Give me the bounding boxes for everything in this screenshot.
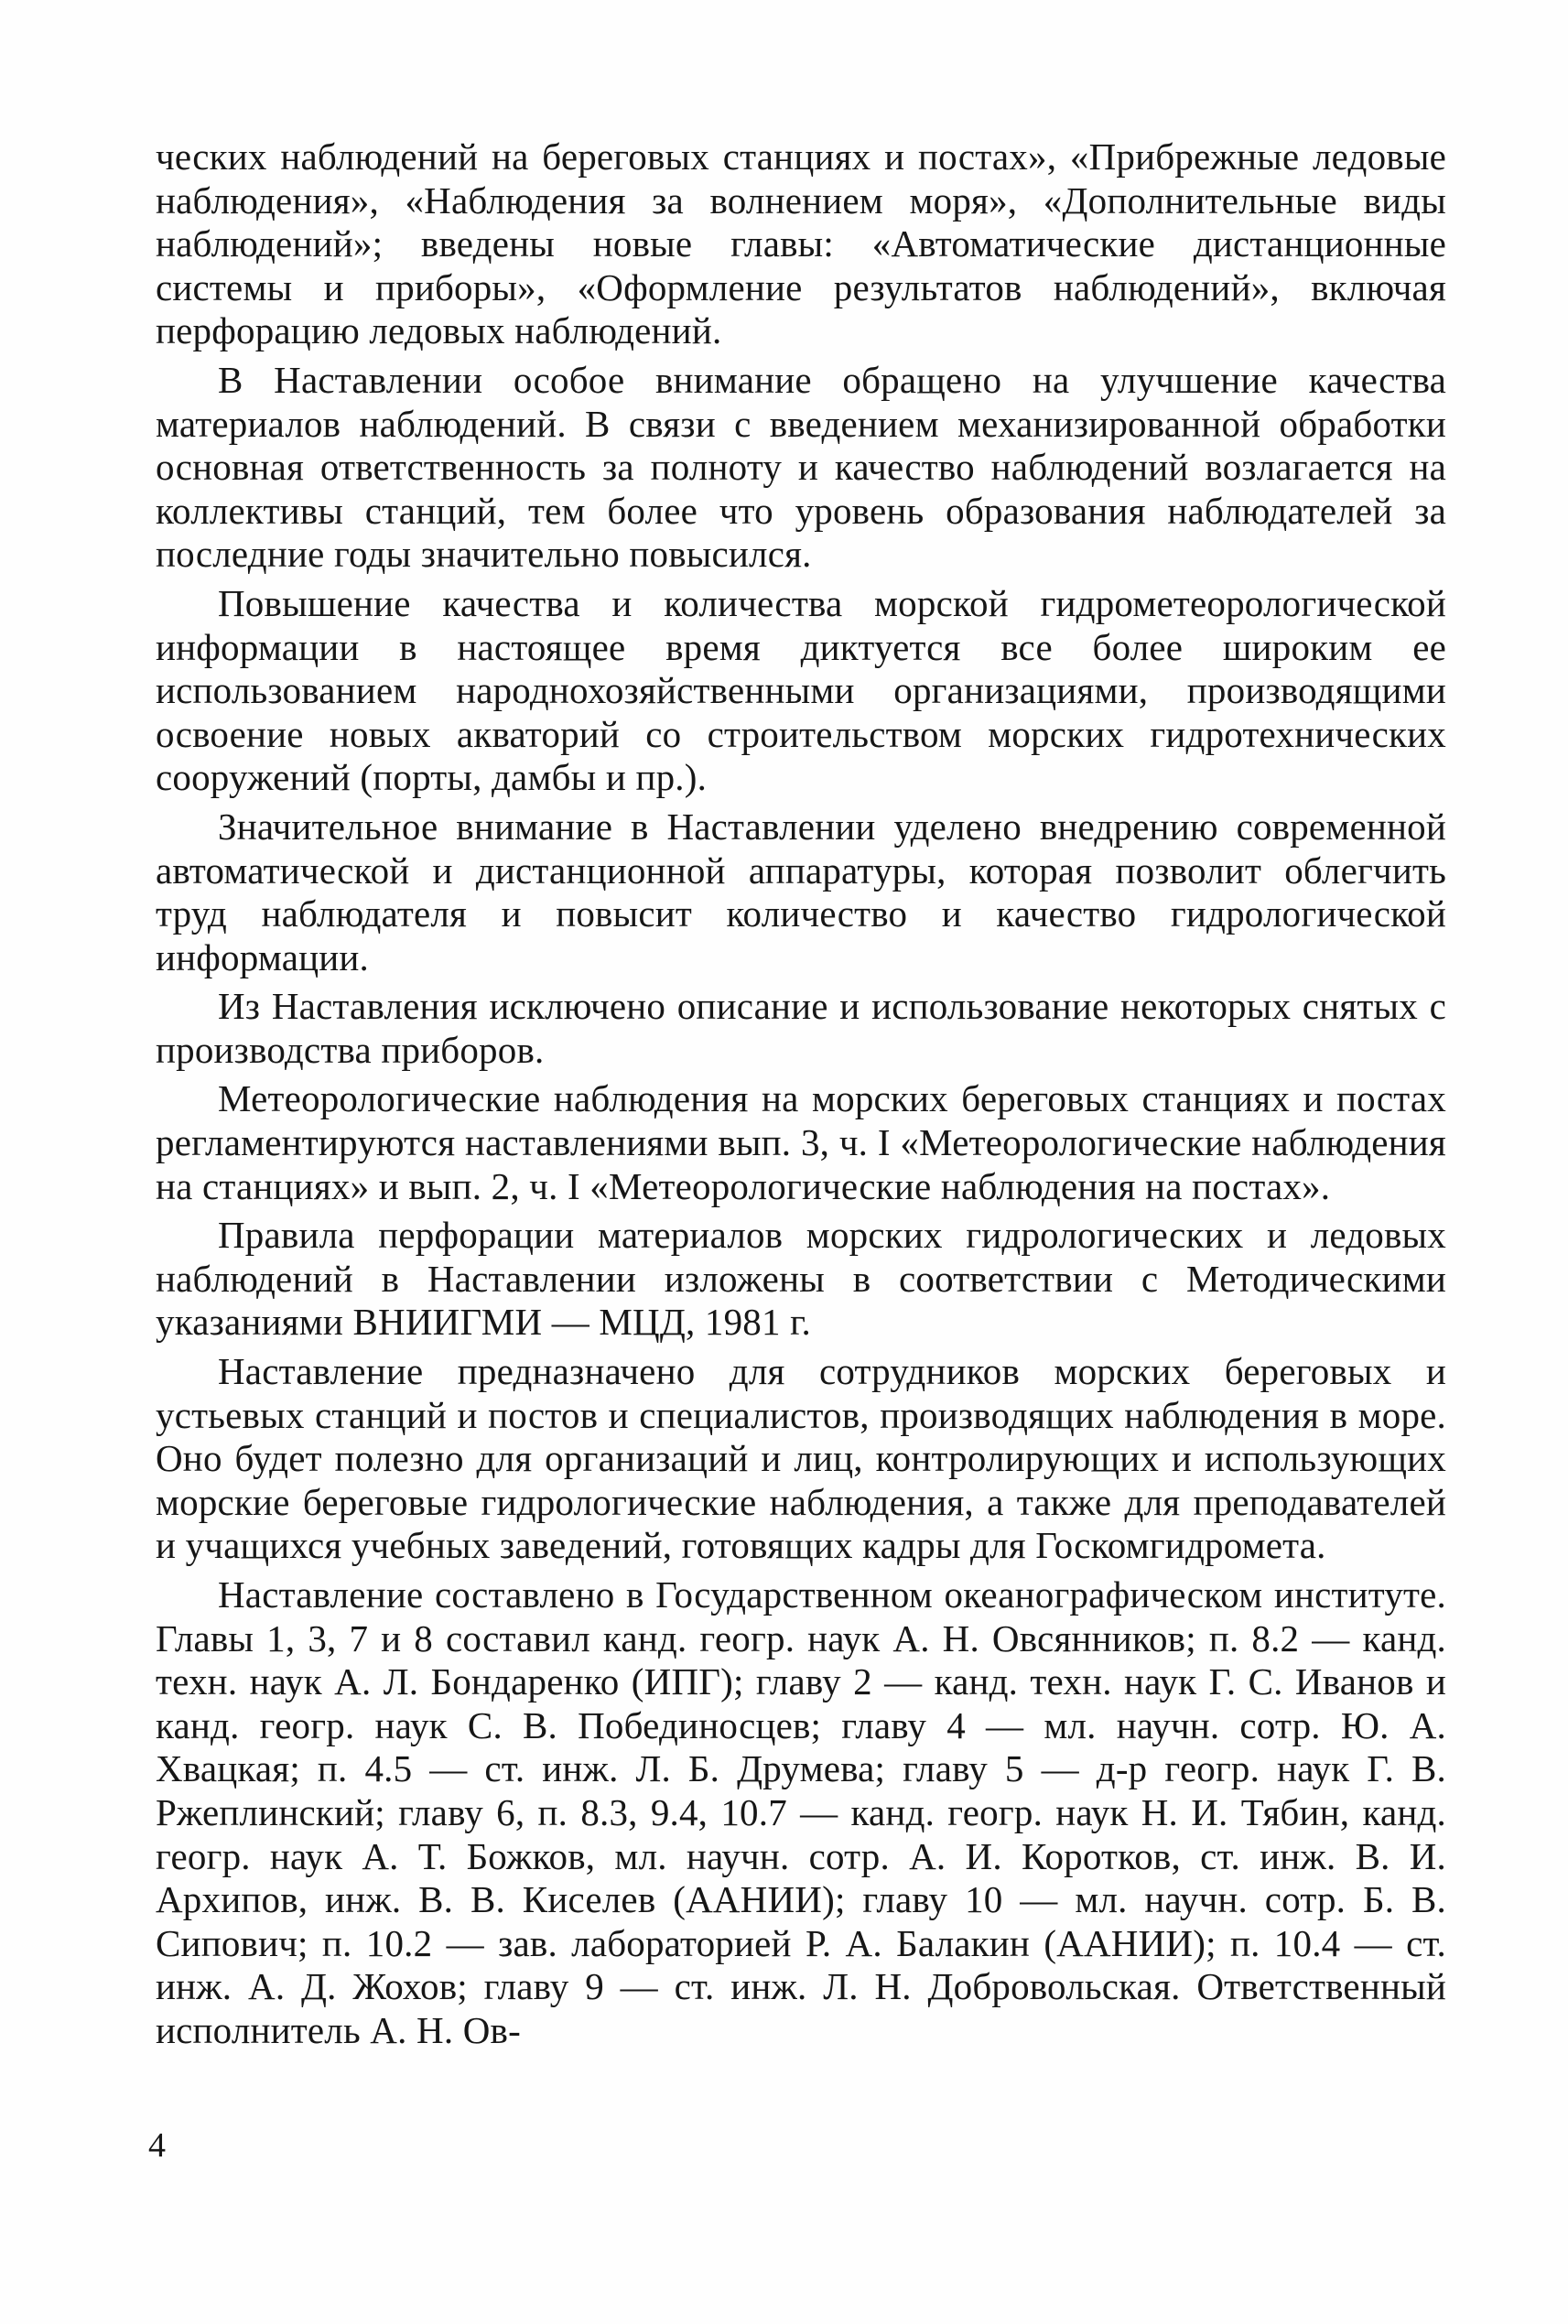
paragraph-3: Повышение качества и количества морской гидрометеорологической информации в настоящее время диктуется все более широким ее использованием народнохозяйственными организациями, производящими освоение новых акваторий со строительством морских гидротехнических сооружений (порты, дамбы и пр.). [156, 581, 1446, 799]
paragraph-8: Наставление предназначено для сотрудников морских береговых и устьевых станций и постов и специалистов, производящих наблюдения в море. Оно будет полезно для организаций и лиц, контролирующих и использующих морские береговые гидрологические наблюдения, а также для преподавателей и учащихся учебных заведений, готовящих кадры для Госкомгидромета. [156, 1350, 1446, 1567]
paragraph-9: Наставление составлено в Государственном океанографическом институте. Главы 1, 3, 7 и 8 составил канд. геогр. наук А. Н. Овсянников; п. 8.2 — канд. техн. наук А. Л. Бондаренко (ИПГ); главу 2 — канд. техн. наук Г. С. Иванов и канд. геогр. наук С. В. Побединосцев; главу 4 — мл. научн. сотр. Ю. А. Хвацкая; п. 4.5 — ст. инж. Л. Б. Друмева; главу 5 — д-р геогр. наук Г. В. Ржеплинский; главу 6, п. 8.3, 9.4, 10.7 — канд. геогр. наук Н. И. Тябин, канд. геогр. наук А. Т. Божков, мл. научн. сотр. А. И. Коротков, ст. инж. В. И. Архипов, инж. В. В. Киселев (ААНИИ); главу 10 — мл. научн. сотр. Б. В. Сипович; п. 10.2 — зав. лабораторией Р. А. Балакин (ААНИИ); п. 10.4 — ст. инж. А. Д. Жохов; главу 9 — ст. инж. Л. Н. Добровольская. Ответственный исполнитель А. Н. Ов- [156, 1573, 1446, 2051]
paragraph-4: Значительное внимание в Наставлении уделено внедрению современной автоматической и дистанционной аппаратуры, которая позволит облегчить труд наблюдателя и повысит количество и качество гидрологической информации. [156, 805, 1446, 978]
paragraph-1: ческих наблюдений на береговых станциях и постах», «Прибрежные ледовые наблюдения», «Наблюдения за волнением моря», «Дополнительные виды наблюдений»; введены новые главы: «Автоматические дистанционные системы и приборы», «Оформление результатов наблюдений», включая перфорацию ледовых наблюдений. [156, 135, 1446, 352]
paragraph-6: Метеорологические наблюдения на морских береговых станциях и постах регламентируются наставлениями вып. 3, ч. I «Метеорологические наблюдения на станциях» и вып. 2, ч. I «Метеорологические наблюдения на постах». [156, 1077, 1446, 1207]
paragraph-5: Из Наставления исключено описание и использование некоторых снятых с производства приборов. [156, 985, 1446, 1071]
page-number: 4 [148, 2126, 166, 2165]
paragraph-2: В Наставлении особое внимание обращено на улучшение качества материалов наблюдений. В связи с введением механизированной обработки основная ответственность за полноту и качество наблюдений возлагается на коллективы станций, тем более что уровень образования наблюдателей за последние годы значительно повысился. [156, 358, 1446, 576]
body-text [156, 135, 1446, 2059]
paragraph-7: Правила перфорации материалов морских гидрологических и ледовых наблюдений в Наставлении изложены в соответствии с Методическими указаниями ВНИИГМИ — МЦД, 1981 г. [156, 1214, 1446, 1344]
